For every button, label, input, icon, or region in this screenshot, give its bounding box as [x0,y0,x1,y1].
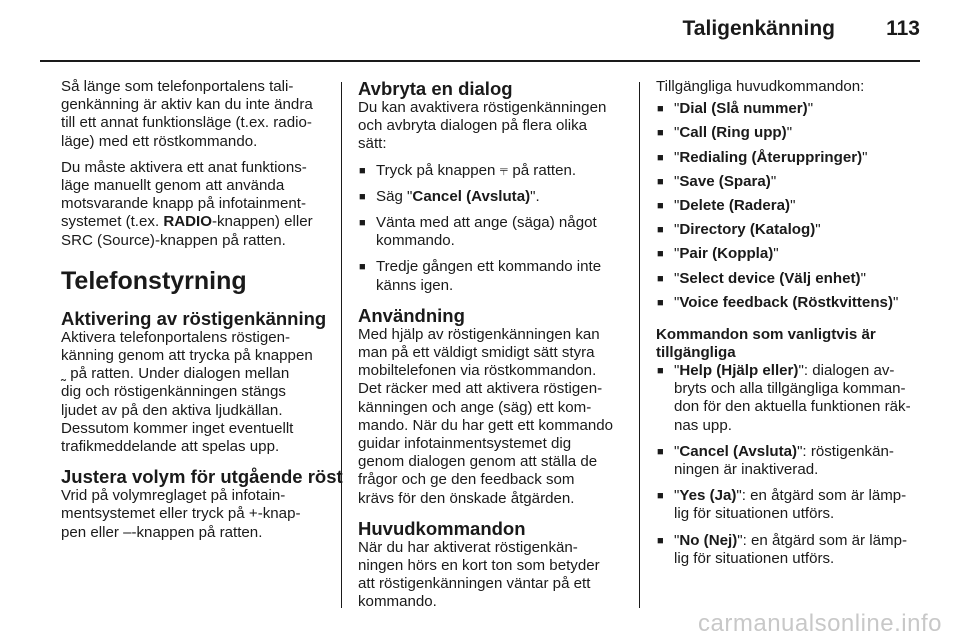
paragraph [61,329,325,456]
column-divider [639,82,640,608]
watermark: carmanualsonline.info [698,610,942,637]
text-line: Så länge som telefonportalens tali- [61,78,294,95]
text-line: ■ "Cancel (Avsluta)": röstigenkän- [674,442,894,460]
command-item [656,443,926,479]
text-run: -knappen) eller [211,213,313,231]
command-item: ■ "Call (Ring upp)" [656,124,926,142]
paragraph [358,99,623,154]
text-line: ■ Vänta med att ange (säga) något [376,214,597,232]
common-commands-list [656,362,926,568]
text-line [61,365,325,383]
subsection-heading: Användning [358,304,465,326]
text-line: mentsystemet eller tryck på +-knap- [61,505,301,523]
text-line: läge) med ett röstkommando. [61,132,258,150]
command-item: ■ "Save (Spara)" [656,173,926,191]
list-item [358,258,623,294]
paragraph [358,539,623,612]
command-item [656,487,926,523]
text-line: genkänning är aktiv kan du inte ändra [61,96,313,114]
paragraph [61,487,325,542]
text-line [61,213,325,231]
text-run: ": röstigenkän- [797,442,894,460]
text-run: på ratten. [508,161,577,179]
text-line: mobiltelefonen via röstkommandon. [358,362,597,380]
text-run: systemet (t.ex. [61,213,164,231]
text-line: kommando. [376,232,455,250]
list-item [358,214,623,250]
text-run: ". [530,187,540,205]
paragraph [358,326,623,508]
hang-up-icon: ⫧ [499,161,509,179]
subheading [656,326,926,362]
text-run: ": en åtgärd som är lämp- [737,531,908,549]
text-line: ■ "Help (Hjälp eller)": dialogen av- [674,362,895,380]
column-right [656,78,926,576]
text-line: ■ "Yes (Ja)": en åtgärd som är lämp- [674,487,907,505]
command-label: Delete (Radera) [679,197,791,215]
command-label: Call (Ring upp) [679,124,787,142]
command-label: Save (Spara) [679,172,771,190]
command-item: ■ "Redialing (Återuppringer)" [656,149,926,167]
text-line: Det räcker med att aktivera röstigen- [358,380,603,398]
column-left [61,78,343,550]
text-line: känns igen. [376,276,454,294]
command-item: ■ "Select device (Välj enhet)" [656,270,926,288]
text-line: kommando. [358,593,437,611]
command-label: Cancel (Avsluta) [412,187,531,205]
column-divider [341,82,342,608]
page-title: Taligenkänning [682,17,835,40]
intro-text: Tillgängliga huvudkommandon: [656,78,865,95]
text-line: man på ett väldigt smidigt sätt styra [358,344,595,362]
command-item: ■ "Voice feedback (Röstkvittens)" [656,294,926,312]
subsection-heading: Justera volym för utgående röst [61,466,343,488]
command-label: Voice feedback (Röstkvittens) [679,293,893,311]
text-line: lig för situationen utförs. [674,549,835,567]
text-line: bryts och alla tillgängliga komman- [674,380,906,398]
subsection-heading: Huvudkommandon [358,517,526,539]
text-line: sätt: [358,135,387,153]
text-line: ningen är inaktiverad. [674,461,819,479]
text-line: krävs för den önskade åtgärden. [358,489,575,507]
text-run: på ratten. Under dialogen mellan [66,365,290,383]
text-line: trafikmeddelande att spelas upp. [61,438,280,456]
paragraph [61,78,325,151]
text-line: mando. När du har gett ett kommando [358,416,614,434]
subsection-heading: Avbryta en dialog [358,78,513,99]
text-line: och avbryta dialogen på flera olika [358,117,588,135]
text-line: pen eller –-knappen på ratten. [61,523,263,541]
command-label: Select device (Välj enhet) [679,269,861,287]
text-line: Dessutom kommer inget eventuellt [61,419,294,437]
command-label: Help (Hjälp eller) [679,362,799,380]
text-line: genom dialogen genom att ställa de [358,453,598,471]
voice-button-icon: ˷ [61,365,67,383]
text-line: don för den aktuella funktionen räk- [674,398,911,416]
text-line: guidar infotainmentsystemet dig [358,435,572,453]
text-line: dig och röstigenkänningen stängs [61,383,286,401]
text-line: Med hjälp av röstigenkänningen kan [358,325,600,343]
text-run: Tryck på knappen [376,161,500,179]
text-line: SRC (Source)-knappen på ratten. [61,231,286,249]
text-line: Vrid på volymreglaget på infotain- [61,487,286,505]
text-run: Säg " [376,187,413,205]
command-label: Pair (Koppla) [679,245,774,263]
text-line: nas upp. [674,416,732,434]
command-label: Directory (Katalog) [679,221,816,239]
text-line: motsvarande knapp på infotainment- [61,195,307,213]
bullet-list [358,162,623,295]
text-line: ljudet av på den aktiva ljudkällan. [61,401,283,419]
command-label: No (Nej) [679,531,738,549]
page-number: 113 [886,17,920,40]
list-item [358,162,623,180]
text-line: När du har aktiverat röstigenkän- [358,538,578,556]
text-line: känningen och ange (säg) ett kom- [358,398,592,416]
text-line: att röstigenkänningen väntar på ett [358,575,591,593]
list-item [358,188,623,206]
text-line: Du måste aktivera ett anat funktions- [61,158,307,176]
text-line: ■ Tredje gången ett kommando inte [376,258,602,276]
text-line: läge manuellt genom att använda [61,177,285,195]
text-run: ": en åtgärd som är lämp- [736,487,907,505]
subsection-heading: Aktivering av röstigenkänning [61,307,327,329]
section-heading: Telefonstyrning [61,266,247,295]
command-item: ■ "Delete (Radera)" [656,197,926,215]
header-rule [40,60,920,62]
command-item: ■ "Directory (Katalog)" [656,221,926,239]
command-label: Yes (Ja) [679,487,737,505]
command-label: Redialing (Återuppringer) [679,148,863,166]
text-line: Kommandon som vanligtvis är [656,326,876,344]
column-middle [358,78,623,620]
radio-button-label: RADIO [163,213,212,231]
main-commands-list [656,100,926,312]
text-line: känning genom att trycka på knappen [61,347,313,365]
text-line: ■ "No (Nej)": en åtgärd som är lämp- [674,531,908,549]
command-label: Dial (Slå nummer) [679,100,808,118]
command-item [656,362,926,435]
text-run: ": dialogen av- [798,362,895,380]
paragraph [61,159,325,250]
text-line: lig för situationen utförs. [674,505,835,523]
command-item: ■ "Pair (Koppla)" [656,245,926,263]
text-line: frågor och ge den feedback som [358,471,575,489]
command-item: ■ "Dial (Slå nummer)" [656,100,926,118]
command-item [656,532,926,568]
text-line: ningen hörs en kort ton som betyder [358,557,600,575]
text-line: Du kan avaktivera röstigenkänningen [358,99,607,116]
text-line: till ett annat funktionsläge (t.ex. radio- [61,114,312,132]
text-line: Aktivera telefonportalens röstigen- [61,328,291,346]
command-label: Cancel (Avsluta) [679,442,798,460]
text-line: tillgängliga [656,344,736,362]
